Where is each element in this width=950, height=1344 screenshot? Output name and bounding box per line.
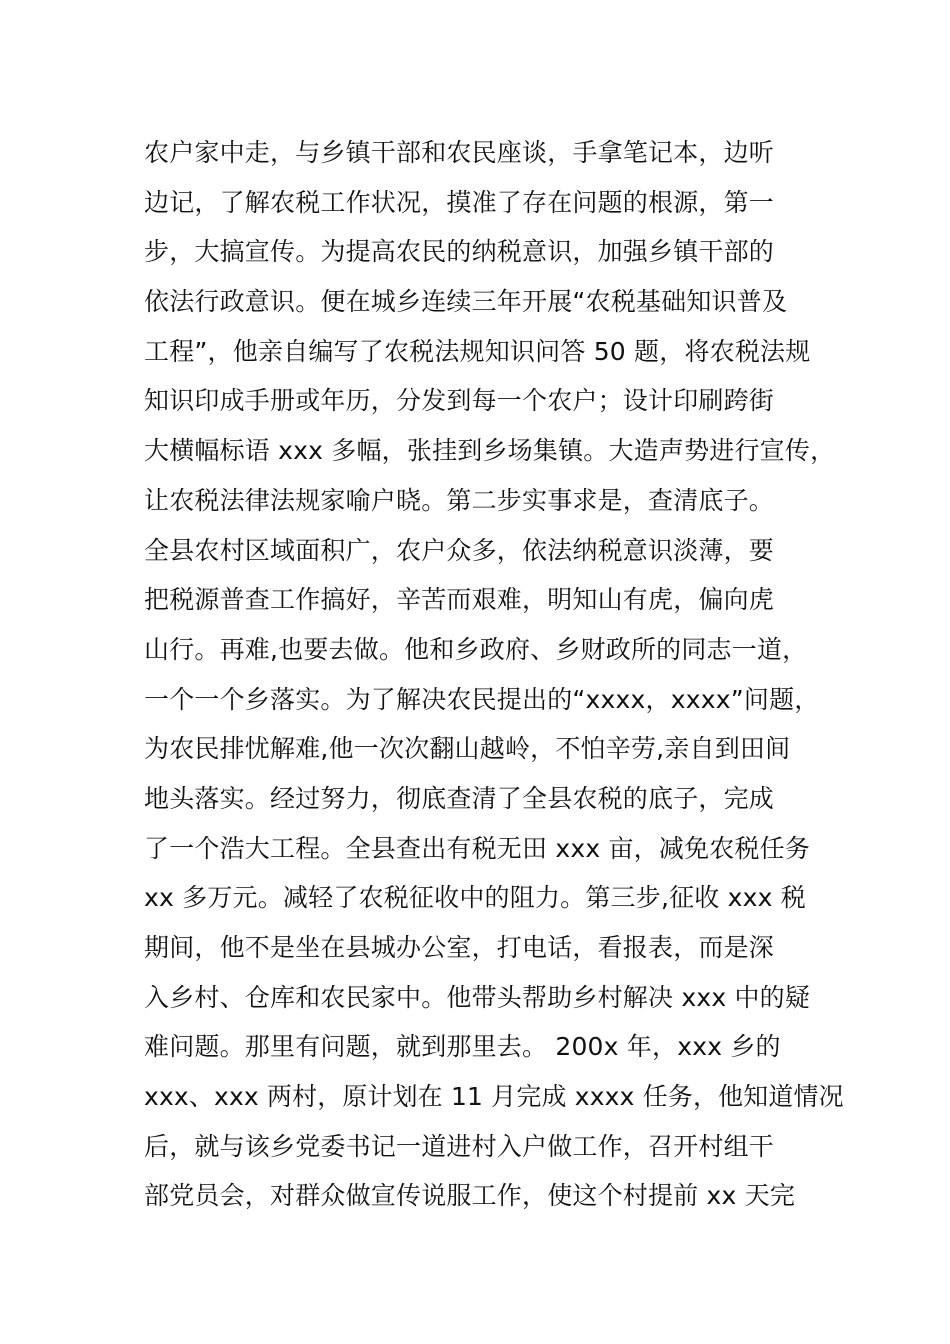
- text-line: 为农民排忧解难,他一次次翻山越岭，不怕辛劳,亲自到田间: [144, 734, 791, 764]
- text-line: xxx、xxx 两村，原计划在 11 月完成 xxxx 任务，他知道情况: [144, 1082, 844, 1112]
- text-line: 地头落实。经过努力，彻底查清了全县农税的底子，完成: [144, 783, 775, 813]
- text-line: 山行。再难,也要去做。他和乡政府、乡财政所的同志一道，: [144, 634, 808, 664]
- text-line: 把税源普查工作搞好，辛苦而艰难，明知山有虎，偏向虎: [144, 585, 775, 615]
- text-line: 入乡村、仓库和农民家中。他带头帮助乡村解决 xxx 中的疑: [144, 982, 811, 1012]
- text-line: 知识印成手册或年历，分发到每一个农户；设计印刷跨街: [144, 386, 775, 416]
- text-line: 让农税法律法规家喻户晓。第二步实事求是，查清底子。: [144, 485, 775, 515]
- text-line: 部党员会，对群众做宣传说服工作，使这个村提前 xx 天完: [144, 1181, 796, 1211]
- text-line: 难问题。那里有问题，就到那里去。 200x 年，xxx 乡的: [144, 1032, 781, 1062]
- text-line: 大横幅标语 xxx 多幅，张挂到乡场集镇。大造声势进行宣传，: [144, 436, 836, 466]
- text-line: 一个一个乡落实。为了解决农民提出的“xxxx，xxxx”问题，: [144, 684, 820, 714]
- text-line: 了一个浩大工程。全县查出有税无田 xxx 亩，减免农税任务: [144, 833, 811, 863]
- text-line: 工程”，他亲自编写了农税法规知识问答 50 题，将农税法规: [144, 336, 811, 366]
- text-line: 农户家中走，与乡镇干部和农民座谈，手拿笔记本，边听: [144, 138, 775, 167]
- text-line: 依法行政意识。便在城乡连续三年开展“农税基础知识普及: [144, 287, 788, 317]
- text-line: 期间，他不是坐在县城办公室，打电话，看报表，而是深: [144, 933, 775, 962]
- text-line: xx 多万元。减轻了农税征收中的阻力。第三步,征收 xxx 税: [144, 883, 806, 913]
- text-line: 后，就与该乡党委书记一道进村入户做工作，召开村组干: [144, 1131, 775, 1161]
- text-line: 全县农村区域面积广，农户众多，依法纳税意识淡薄，要: [144, 535, 775, 565]
- body-text: [144, 128, 844, 1221]
- text-line: 步，大搞宣传。为提高农民的纳税意识，加强乡镇干部的: [144, 237, 775, 267]
- text-line: 边记，了解农税工作状况，摸准了存在问题的根源，第一: [144, 187, 775, 217]
